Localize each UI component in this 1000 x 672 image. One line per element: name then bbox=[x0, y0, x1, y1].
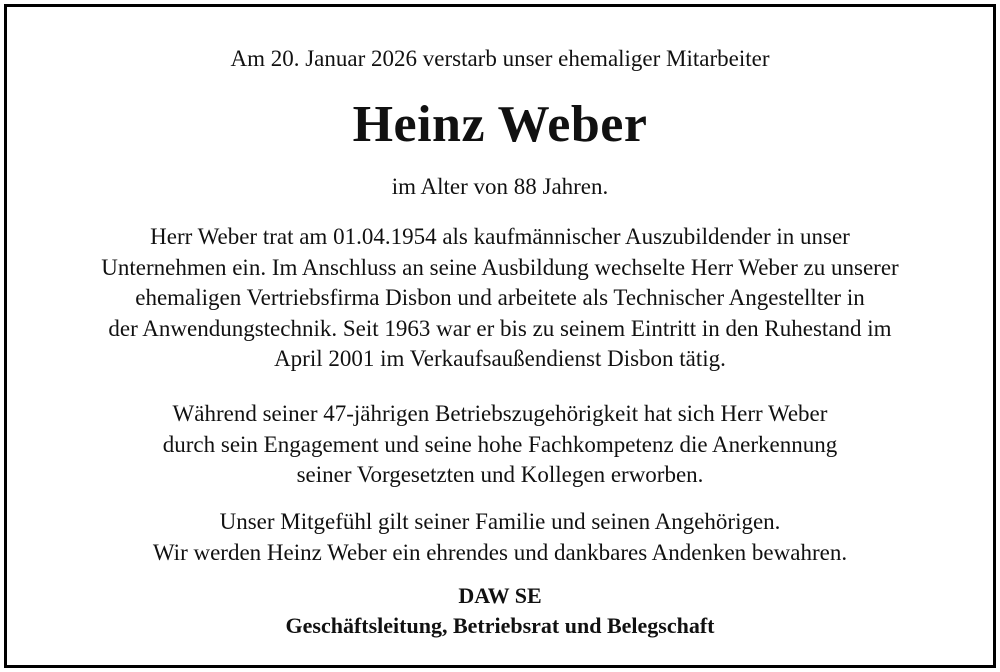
recognition-line: Während seiner 47-jährigen Betriebszugehörigkeit hat sich Herr Weber bbox=[172, 401, 828, 426]
career-line: ehemaligen Vertriebsfirma Disbon und arbeitete als Technischer Angestellter in bbox=[135, 285, 865, 310]
intro-line: Am 20. Januar 2026 verstarb unser ehemaliger Mitarbeiter bbox=[230, 46, 770, 71]
condolence-line: Wir werden Heinz Weber ein ehrendes und dankbares Andenken bewahren. bbox=[152, 539, 848, 565]
recognition-line: durch sein Engagement und seine hohe Fachkompetenz die Anerkennung bbox=[162, 431, 838, 457]
career-line: Herr Weber trat am 01.04.1954 als kaufmännischer Auszubildender in unser bbox=[150, 224, 850, 249]
career-paragraph bbox=[37, 222, 963, 375]
deceased-name: Heinz Weber bbox=[352, 96, 648, 153]
age-line: im Alter von 88 Jahren. bbox=[391, 174, 609, 199]
career-line: der Anwendungstechnik. Seit 1963 war er bis zu seinem Eintritt in den Ruhestand im bbox=[108, 315, 892, 341]
condolence-paragraph bbox=[37, 507, 963, 568]
company-name: DAW SE bbox=[458, 583, 542, 608]
obituary-frame bbox=[4, 4, 996, 668]
career-line: April 2001 im Verkaufsaußendienst Disbon tätig. bbox=[274, 346, 726, 371]
career-line: Unternehmen ein. Im Anschluss an seine Ausbildung wechselte Herr Weber zu unserer bbox=[101, 254, 899, 280]
condolence-line: Unser Mitgefühl gilt seiner Familie und seinen Angehörigen. bbox=[219, 509, 781, 534]
recognition-line: seiner Vorgesetzten und Kollegen erworben. bbox=[296, 462, 704, 487]
recognition-paragraph bbox=[37, 399, 963, 491]
signatories-line: Geschäftsleitung, Betriebsrat und Belegschaft bbox=[285, 613, 715, 638]
